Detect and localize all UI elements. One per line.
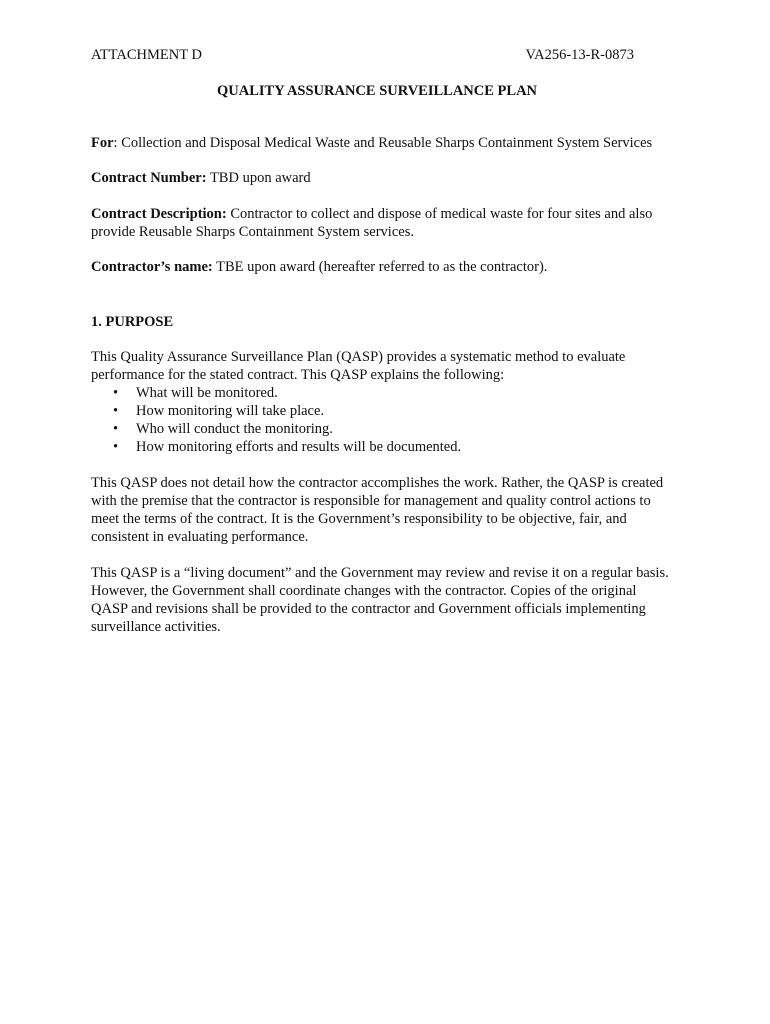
- for-paragraph: [91, 134, 671, 152]
- list-item-text: Who will conduct the monitoring.: [136, 421, 333, 437]
- purpose-paragraph-2: This QASP does not detail how the contractor accomplishes the work. Rather, the QASP is created with the premise that the contractor is responsible for management and quality control actions to meet the terms of the contract. It is the Government’s responsibility to be objective, fair, and consistent in evaluating performance.: [91, 475, 664, 545]
- contract-description-text: Contractor to collect and dispose of medical waste for four sites and also provide Reusable Sharps Containment System services.: [91, 206, 653, 240]
- contract-description-label: Contract Description:: [91, 206, 227, 222]
- solicitation-number: VA256-13-R-0873: [525, 47, 634, 63]
- contract-number-paragraph: [91, 169, 671, 187]
- document-header: [91, 46, 634, 66]
- attachment-label: ATTACHMENT D: [91, 47, 202, 63]
- contractor-name-paragraph: [91, 258, 671, 276]
- bullet-icon: •: [113, 385, 119, 401]
- contractor-name-label: Contractor’s name:: [91, 259, 213, 275]
- list-item-text: How monitoring will take place.: [136, 403, 325, 419]
- contract-description-paragraph: [91, 205, 671, 241]
- bullet-icon: •: [113, 421, 119, 437]
- purpose-intro: This Quality Assurance Surveillance Plan (QASP) provides a systematic method to evaluate performance for the stated contract. This QASP explains the following:: [91, 349, 626, 383]
- for-text: : Collection and Disposal Medical Waste and Reusable Sharps Containment System Services: [113, 135, 653, 151]
- purpose-heading: 1. PURPOSE: [91, 314, 174, 330]
- contractor-name-text: TBE upon award (hereafter referred to as the contractor).: [212, 259, 548, 275]
- contract-number-label: Contract Number:: [91, 170, 207, 186]
- list-item: [91, 384, 671, 402]
- purpose-paragraph-3: This QASP is a “living document” and the Government may review and revise it on a regular basis. However, the Government shall coordinate changes with the contractor. Copies of the original QASP and revisions shall be provided to the contractor and Government officials implementing surveillance activities.: [91, 565, 669, 635]
- list-item-text: How monitoring efforts and results will be documented.: [136, 439, 462, 455]
- document-page: [91, 46, 671, 636]
- purpose-bullet-list: [91, 384, 671, 456]
- for-label: For: [91, 135, 114, 151]
- list-item: [91, 420, 671, 438]
- bullet-icon: •: [113, 403, 119, 419]
- list-item: [91, 402, 671, 420]
- list-item: [91, 438, 671, 456]
- bullet-icon: •: [113, 439, 119, 455]
- list-item-text: What will be monitored.: [136, 385, 278, 401]
- contract-number-text: TBD upon award: [206, 170, 311, 186]
- document-title: QUALITY ASSURANCE SURVEILLANCE PLAN: [216, 83, 538, 99]
